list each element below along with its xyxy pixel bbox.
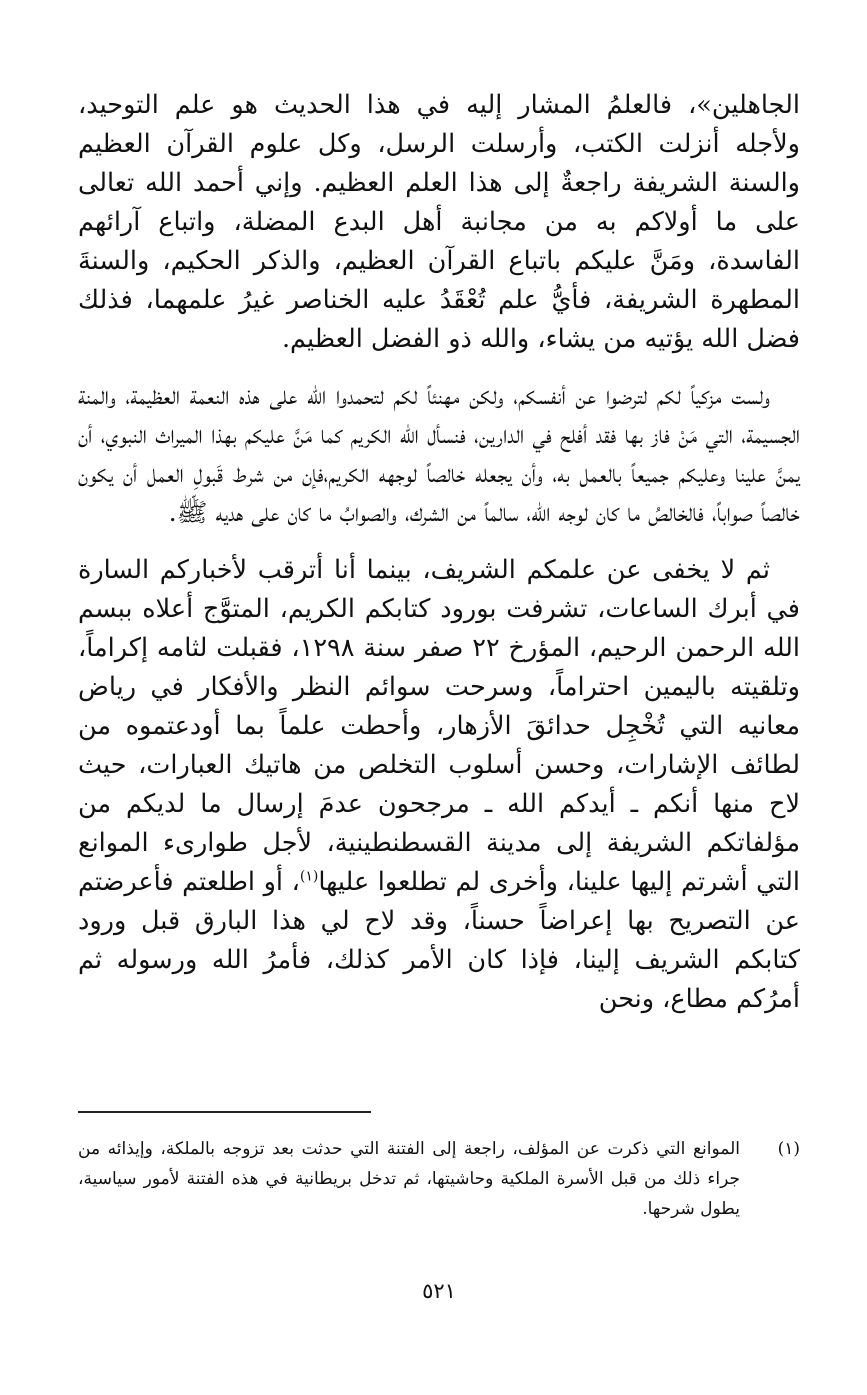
footnote-reference[interactable]: (١) — [299, 868, 319, 885]
paragraph-3-after-note: ، أو اطلعتم فأعرضتم عن التصريح بها إعراضاً حسناً، وقد لاح لي هذا البارق قبل ورود كتابكم الشريف إلينا، فإذا كان الأمر كذلك، فأمرُ الله ورسوله ثم أمرُكم مطاع، ونحن — [78, 867, 800, 1014]
book-page — [78, 86, 800, 1316]
footnote-separator — [78, 1111, 371, 1113]
footnote-number: (١) — [777, 1139, 800, 1159]
paragraph-2: ولست مزكياً لكم لترضوا عن أنفسكم، ولكن مهنئاً لكم لتحمدوا الله على هذه النعمة العظيمة، والمنة الجسيمة، التي مَنْ فاز بها فقد أفلح في الدارين، فنسأل الله الكريم كما مَنَّ عليكم بهذا الميراث النبوي، أن يمنَّ علينا وعليكم جميعاً بالعمل به، وأن يجعله خالصاً لوجهه الكريم،فإن من شرط قَبولِ العمل أن يكون خالصاً صواباً، فالخالصُ ما كان لوجه الله، سالماً من الشرك، والصوابُ ما كان على هديه ﷺ. — [78, 381, 800, 528]
page-number: ٥٢١ — [422, 1279, 456, 1303]
paragraph-3 — [78, 551, 800, 1019]
paragraph-1: الجاهلين»، فالعلمُ المشار إليه في هذا الحديث هو علم التوحيد، ولأجله أنزلت الكتب، وأرسلت الرسل، وكل علوم القرآن العظيم والسنة الشريفة راجعةٌ إلى هذا العلم العظيم. وإني أحمد الله تعالى على ما أولاكم به من مجانبة أهل البدع المضلة، واتباع آرائهم الفاسدة، ومَنَّ عليكم باتباع القرآن العظيم، والذكر الحكيم، والسنةَ المطهرة الشريفة، فأيُّ علم تُعْقَدُ عليه الخناصر غيرُ علمهما، فذلك فضل الله يؤتيه من يشاء، والله ذو الفضل العظيم. — [78, 90, 800, 354]
paragraph-3-before-note: ثم لا يخفى عن علمكم الشريف، بينما أنا أترقب لأخباركم السارة في أبرك الساعات، تشرفت بورود كتابكم الكريم، المتوَّج أعلاه ببسم الله الرحمن الرحيم، المؤرخ ٢٢ صفر سنة ١٢٩٨، فقبلت لثامه إكراماً، وتلقيته باليمين احتراماً، وسرحت سوائم النظر والأفكار في رياض معانيه التي تُخْجِل حدائقَ الأزهار، وأحطت علماً بما أودعتموه من لطائف الإشارات، وحسن أسلوب التخلص من هاتيك العبارات، حيث لاح منها أنكم ـ أيدكم الله ـ مرجحون عدمَ إرسال ما لديكم من مؤلفاتكم الشريفة إلى مدينة القسطنطينية، لأجل طوارىء الموانع التي أشرتم إليها علينا، وأخرى لم تطلعوا عليها — [78, 555, 800, 897]
footnote — [78, 1134, 800, 1224]
main-text — [78, 86, 800, 1019]
footnote-text: الموانع التي ذكرت عن المؤلف، راجعة إلى الفتنة التي حدثت بعد تزوجه بالملكة، وإيذائه من جراء ذلك من قبل الأسرة الملكية وحاشيتها، ثم تدخل بريطانية في هذه الفتنة لأمور سياسية، يطول شرحها. — [78, 1139, 740, 1219]
